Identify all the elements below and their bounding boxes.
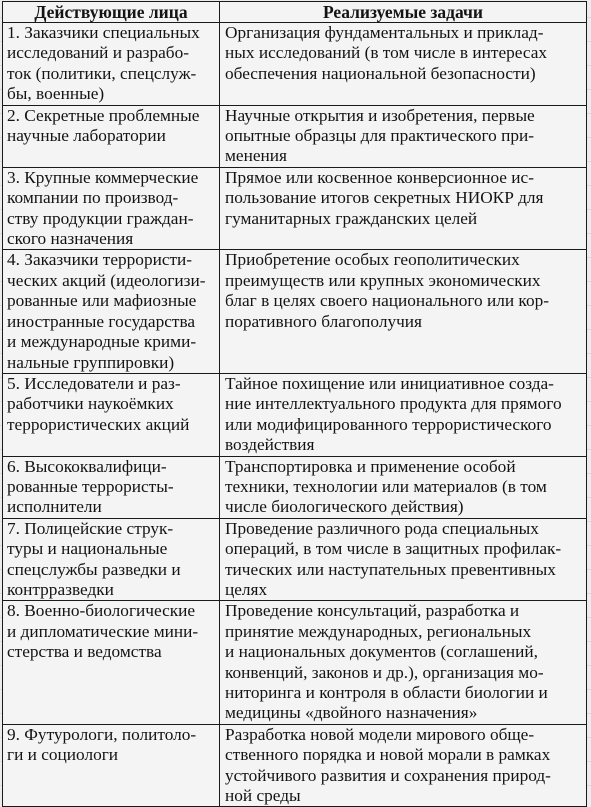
table-header-row [3, 2, 587, 23]
actor-cell: 4. Заказчики террористи- ческих акций (идеологизи- рованные или мафиозные иностранные государства и международные крими- нальные группировки) [3, 250, 220, 373]
actor-cell: 6. Высококвалифици- рованные террористы- исполнители [3, 456, 220, 518]
actor-cell: 5. Исследователи и раз- работчики наукоёмких террористических акций [3, 373, 220, 456]
table-row [3, 167, 587, 250]
actor-cell: 1. Заказчики специальных исследований и разрабо- ток (политики, спецслуж- бы, военные) [3, 23, 220, 106]
table-row [3, 250, 587, 373]
task-cell: Тайное похищение или инициативное созда- ние интеллектуального продукта для прямого или модифицированного террористического воздействия [220, 373, 587, 456]
task-cell: Приобретение особых геополитических преимуществ или крупных экономических благ в целях своего национального или кор- поративного благополучия [220, 250, 587, 373]
table-body [3, 23, 587, 807]
task-cell: Проведение различного рода специальных операций, в том числе в защитных профилак- тических или наступательных превентивных целях [220, 518, 587, 601]
table-row [3, 601, 587, 724]
task-cell: Разработка новой модели мирового обще- ственного порядка и новой морали в рамках устойчивого развития и сохранения природ- ной среды [220, 724, 587, 807]
table-row [3, 105, 587, 167]
table-row [3, 373, 587, 456]
table-row [3, 518, 587, 601]
actors-tasks-table [2, 1, 587, 807]
task-cell: Прямое или косвенное конверсионное ис- пользование итогов секретных НИОКР для гуманитарных гражданских целей [220, 167, 587, 250]
task-cell: Научные открытия и изобретения, первые опытные образцы для практического при- менения [220, 105, 587, 167]
task-cell: Транспортировка и применение особой техники, технологии или материалов (в том числе биологического действия) [220, 456, 587, 518]
task-cell: Проведение консультаций, разработка и принятие международных, региональных и национальных документов (соглашений, конвенций, законов и др.), организация мо- ниторинга и контроля в области биологии и медицины «двойного назначения» [220, 601, 587, 724]
actor-cell: 7. Полицейские струк- туры и национальные спецслужбы разведки и контрразведки [3, 518, 220, 601]
header-tasks: Реализуемые задачи [220, 2, 587, 23]
actor-cell: 3. Крупные коммерческие компании по производ- ству продукции граждан- ского назначения [3, 167, 220, 250]
actor-cell: 9. Футурологи, политоло- ги и социологи [3, 724, 220, 807]
header-actors: Действующие лица [3, 2, 220, 23]
actor-cell: 8. Военно-биологические и дипломатические мини- стерства и ведомства [3, 601, 220, 724]
table-row [3, 456, 587, 518]
actor-cell: 2. Секретные проблемные научные лаборатории [3, 105, 220, 167]
table-row [3, 23, 587, 106]
task-cell: Организация фундаментальных и приклад- ных исследований (в том числе в интересах обеспечения национальной безопасности) [220, 23, 587, 106]
table-row [3, 724, 587, 807]
